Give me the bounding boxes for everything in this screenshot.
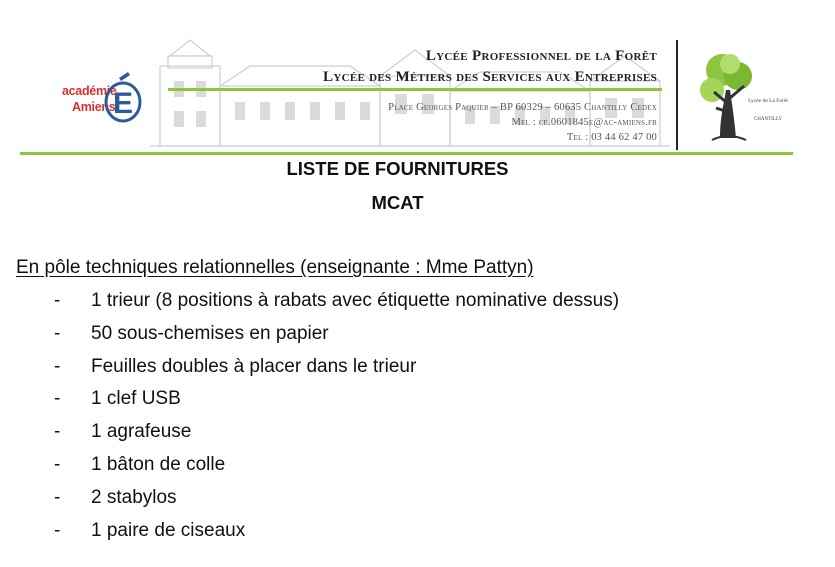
amiens-word: Amiens [72, 100, 116, 114]
svg-text:E: E [112, 87, 134, 120]
list-item-text: Feuilles doubles à placer dans le trieur [91, 355, 417, 377]
letterhead [0, 0, 835, 160]
school-names [323, 46, 657, 88]
letterhead-divider [676, 40, 678, 150]
list-dash: - [54, 355, 61, 377]
list-dash: - [54, 519, 61, 541]
document-title: LISTE DE FOURNITURES [286, 158, 509, 179]
list-item-text: 1 agrafeuse [91, 421, 192, 443]
list-dash: - [54, 486, 61, 508]
academie-amiens-logo [58, 66, 148, 130]
list-dash: - [54, 322, 61, 344]
tree-logo-icon [690, 46, 790, 146]
green-rule-top [168, 88, 662, 91]
list-item-text: 50 sous-chemises en papier [91, 322, 329, 344]
academie-e-icon [102, 72, 144, 124]
list-item-text: 1 bâton de colle [91, 453, 226, 475]
list-dash: - [54, 290, 61, 311]
email-line: Mel : ce.0601845e@ac-amiens.fr [511, 117, 657, 128]
academie-word: académie [62, 84, 117, 98]
tree-logo-caption-1: Lycée de La Forêt [748, 98, 788, 104]
tree-logo-caption-2: CHANTILLY [753, 117, 783, 122]
school-name-line2: Lycée des Métiers des Services aux Entreprises [323, 69, 657, 85]
list-item-text: 1 paire de ciseaux [91, 519, 246, 541]
phone-line: Tel : 03 44 62 47 00 [566, 132, 657, 143]
section-heading: En pôle techniques relationnelles (enseignante : Mme Pattyn) [16, 257, 534, 278]
address-line: Place Georges Paquier – BP 60329 – 60635 Chantilly Cedex [388, 102, 657, 113]
green-rule-bottom [20, 152, 793, 155]
list-dash: - [54, 388, 61, 410]
list-item-text: 1 clef USB [91, 388, 181, 410]
school-name-line1: Lycée Professionnel de la Forêt [425, 48, 657, 64]
list-item-text: 1 trieur (8 positions à rabats avec étiquette nominative dessus) [91, 290, 620, 311]
address-block [388, 100, 657, 145]
list-dash: - [54, 421, 61, 443]
document-subtitle: MCAT [371, 192, 424, 213]
list-item-text: 2 stabylos [91, 486, 177, 508]
list-dash: - [54, 453, 61, 475]
